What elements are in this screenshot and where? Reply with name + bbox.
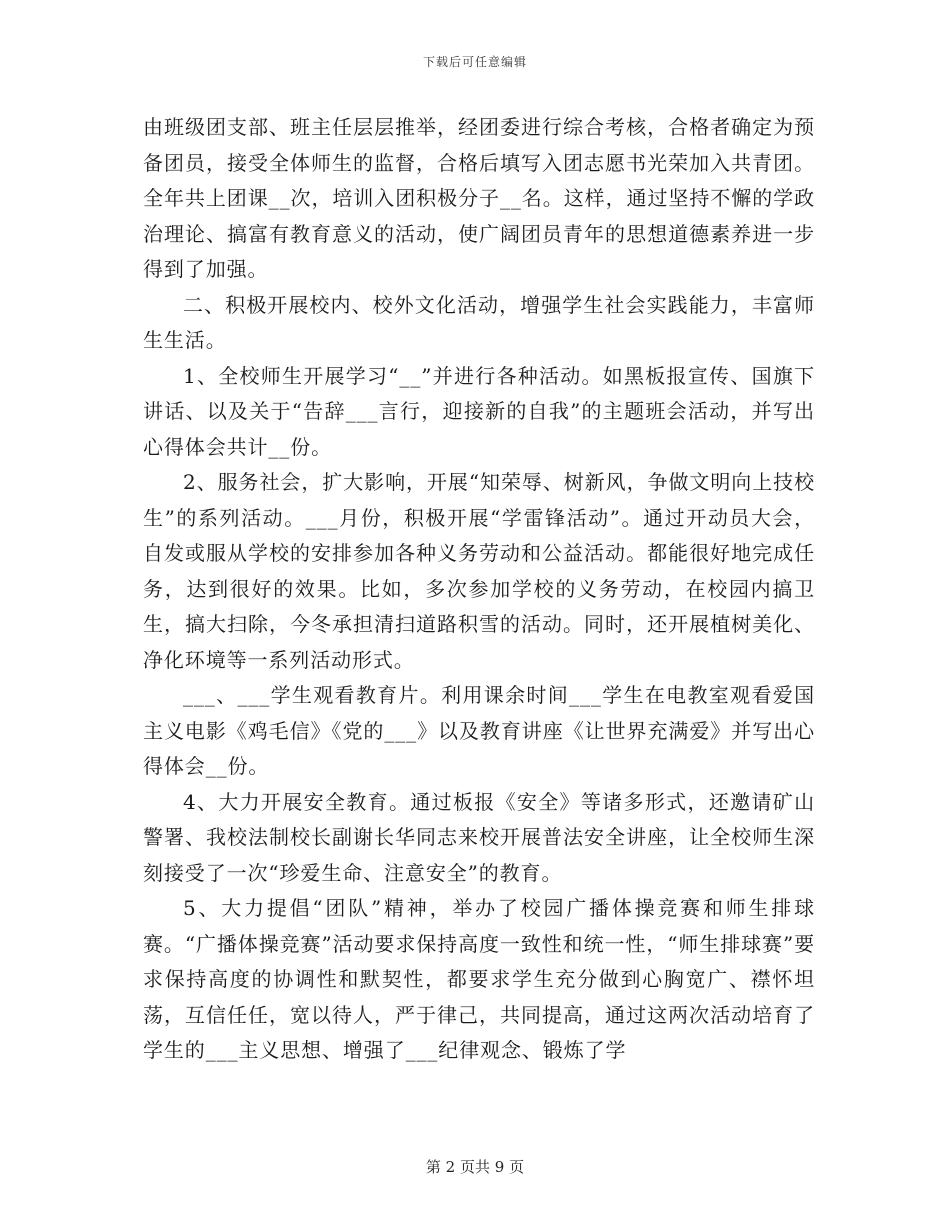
paragraph-4: 2、服务社会，扩大影响，开展“知荣辱、树新风，争做文明向上技校生”的系列活动。___月份，积极开展“学雷锋活动”。通过开动员大会，自发或服从学校的安排参加各种义务劳动和公益活动。都能很好地完成任务，达到很好的效果。比如，多次参加学校的义务劳动，在校园内搞卫生，搞大扫除，今冬承担清扫道路积雪的活动。同时，还开展植树美化、净化环境等一系列活动形式。 xyxy=(143,470,815,672)
paragraph-1: 由班级团支部、班主任层层推举，经团委进行综合考核，合格者确定为预备团员，接受全体师生的监督，合格后填写入团志愿书光荣加入共青团。全年共上团课__次，培训入团积极分子__名。这样，通过坚持不懈的学政治理论、搞富有教育意义的活动，使广阔团员青年的思想道德素养进一步得到了加强。 xyxy=(143,115,815,281)
paragraph-3: 1、全校师生开展学习“__”并进行各种活动。如黑板报宣传、国旗下讲话、以及关于“告辞___言行，迎接新的自我”的主题班会活动，并写出心得体会共计__份。 xyxy=(143,363,815,459)
page-header: 下载后可任意编辑 xyxy=(422,55,527,69)
paragraph-2: 二、积极开展校内、校外文化活动，增强学生社会实践能力，丰富师生生活。 xyxy=(143,292,815,352)
body-text xyxy=(143,110,815,1069)
paragraph-7: 5、大力提倡“团队”精神，举办了校园广播体操竞赛和师生排球赛。“广播体操竞赛”活动要求保持高度一致性和统一性，“师生排球赛”要求保持高度的协调性和默契性，都要求学生充分做到心胸宽广、襟怀坦荡，互信任任，宽以待人，严于律己，共同提高，通过这两次活动培育了学生的___主义思想、增强了___纪律观念、锻炼了学 xyxy=(143,896,815,1062)
page-footer: 第 2 页共 9 页 xyxy=(425,1158,525,1176)
paragraph-5: ___、___学生观看教育片。利用课余时间___学生在电教室观看爱国主义电影《鸡毛信》《党的___》以及教育讲座《让世界充满爱》并写出心得体会__份。 xyxy=(143,683,815,778)
paragraph-6: 4、大力开展安全教育。通过板报《安全》等诸多形式，还邀请矿山警署、我校法制校长副谢长华同志来校开展普法安全讲座，让全校师生深刻接受了一次“珍爱生命、注意安全”的教育。 xyxy=(143,789,815,885)
